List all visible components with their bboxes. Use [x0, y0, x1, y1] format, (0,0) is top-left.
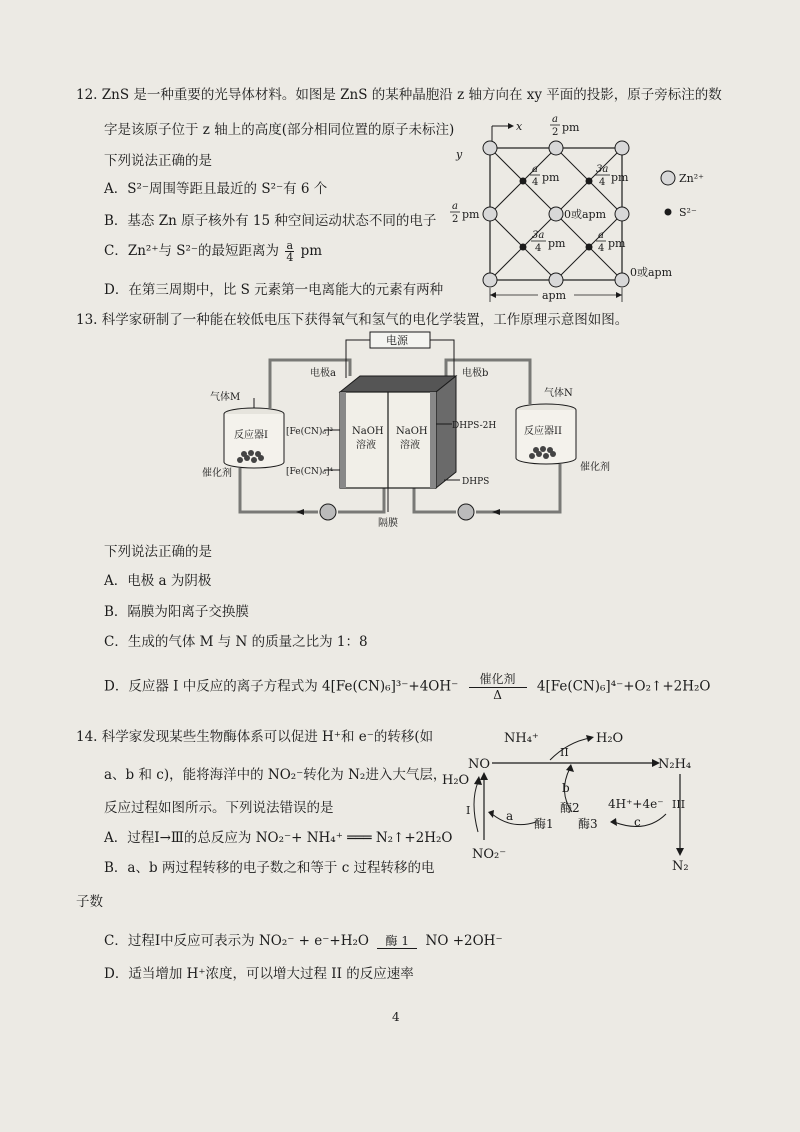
dhps-label: DHPS	[462, 477, 490, 487]
svg-text:4: 4	[532, 177, 539, 188]
right-solution-label: 溶液	[400, 440, 420, 451]
q13-option-d	[104, 672, 710, 702]
q14-option-d: D．适当增加 H⁺浓度，可以增大过程 II 的反应速率	[104, 966, 414, 982]
power-label: 电源	[386, 334, 408, 347]
q12-option-b: B．基态 Zn 原子核外有 15 种空间运动状态不同的电子	[104, 213, 437, 229]
step-2-label: II	[560, 746, 569, 759]
gas-n-label: 气体N	[544, 388, 573, 399]
corner-height-label: 0或apm	[630, 266, 673, 279]
n2-label: N₂	[672, 859, 689, 872]
legend-zn-symbol	[661, 171, 675, 185]
svg-text:pm: pm	[562, 121, 580, 134]
q12-option-c-text: C．Zn²⁺与 S²⁻的最短距离为	[104, 243, 280, 259]
svg-text:4: 4	[599, 177, 606, 188]
svg-text:pm: pm	[608, 237, 626, 250]
q13-stem: 13. 科学家研制了一种能在较低电压下获得氧气和氢气的电化学装置，工作原理示意图如图。	[76, 312, 629, 328]
q13-option-b: B．隔膜为阳离子交换膜	[104, 604, 249, 620]
left-solution-label: 溶液	[356, 440, 376, 451]
q13-option-c: C．生成的气体 M 与 N 的质量之比为 1：8	[104, 634, 368, 650]
enzyme-1-label: 酶1	[534, 817, 554, 831]
electrochemical-device-figure	[200, 330, 620, 530]
catalyst-right-label: 催化剂	[580, 462, 610, 473]
membrane-label: 隔膜	[378, 518, 398, 529]
svg-text:3a: 3a	[532, 230, 545, 241]
svg-text:pm: pm	[611, 171, 629, 184]
q13-option-a: A．电极 a 为阴极	[104, 573, 212, 589]
svg-text:pm: pm	[542, 171, 560, 184]
q14-option-c-products: NO +2OH⁻	[425, 933, 503, 949]
left-height-label	[450, 201, 480, 225]
step-3-label: III	[672, 798, 686, 811]
q12-stem-line2: 字是该原子位于 z 轴上的高度(部分相同位置的原子未标注)	[104, 122, 455, 138]
legend-s-symbol	[665, 209, 672, 216]
q14-option-b-line1: B．a、b 两过程转移的电子数之和等于 c 过程转移的电	[104, 860, 435, 876]
q12-option-d: D．在第三周期中，比 S 元素第一电离能大的元素有两种	[104, 282, 444, 298]
y-axis-label: y	[456, 148, 463, 161]
no-label: NO	[468, 757, 491, 772]
nh4-label: NH₄⁺	[504, 731, 539, 746]
q13-option-d-condition-arrow: 催化剂 Δ	[469, 672, 527, 702]
reactor-1-label: 反应器I	[234, 430, 268, 441]
q12-question: 下列说法正确的是	[104, 153, 212, 169]
right-naoh-label: NaOH	[396, 426, 428, 437]
electrode-b-label: 电极b	[462, 368, 489, 379]
svg-text:2: 2	[552, 127, 559, 138]
center-height-label: 0或apm	[564, 208, 607, 221]
step-1-label: I	[466, 804, 471, 817]
b-label: b	[562, 781, 570, 795]
fe-cn-3-label: [Fe(CN)₆]³⁻	[286, 427, 338, 437]
gas-m-label: 气体M	[210, 392, 241, 403]
q14-option-c	[104, 932, 503, 950]
n2h4-label: N₂H₄	[658, 757, 692, 772]
svg-text:a: a	[452, 201, 458, 212]
q14-stem-line1: 14. 科学家发现某些生物酶体系可以促进 H⁺和 e⁻的转移(如	[76, 729, 434, 745]
legend-s-label: S²⁻	[679, 206, 697, 219]
q12-option-c	[104, 240, 322, 263]
q12-option-c-unit: pm	[300, 243, 323, 259]
h2o-left-label: H₂O	[442, 773, 470, 788]
svg-text:4: 4	[598, 243, 605, 254]
q13-option-d-reactants: D．反应器 I 中反应的离子方程式为 4[Fe(CN)₆]³⁻+4OH⁻	[104, 678, 459, 695]
a-label: a	[506, 809, 514, 823]
svg-text:a: a	[552, 114, 558, 125]
fe-cn-4-label: [Fe(CN)₆]⁴⁻	[286, 467, 338, 477]
x-axis-label: x	[516, 120, 523, 133]
c-label: c	[634, 815, 641, 829]
q12-option-c-fraction: $\frac{a}{4}$	[286, 239, 294, 264]
catalyst-left-label: 催化剂	[202, 468, 232, 479]
no2-label: NO₂⁻	[472, 847, 507, 862]
reactor-2-label: 反应器II	[524, 426, 562, 437]
q14-stem-line2: a、b 和 c)，能将海洋中的 NO₂⁻转化为 N₂进入大气层，	[104, 767, 447, 783]
top-height-label	[550, 114, 580, 138]
legend-zn-label: Zn²⁺	[679, 172, 704, 185]
svg-text:a: a	[532, 164, 538, 175]
h-plus-electrons-label: 4H⁺+4e⁻	[608, 797, 664, 811]
s2-height-label	[595, 164, 629, 188]
cell-edge-label: apm	[542, 289, 567, 302]
left-naoh-label: NaOH	[352, 426, 384, 437]
enzyme-pathway-figure	[440, 722, 700, 872]
q13-option-d-products: 4[Fe(CN)₆]⁴⁻+O₂↑+2H₂O	[536, 678, 711, 695]
q14-stem-line3: 反应过程如图所示。下列说法错误的是	[104, 800, 334, 816]
svg-text:2: 2	[452, 214, 459, 225]
h2o-top-label: H₂O	[596, 731, 624, 746]
q14-option-c-condition-arrow: 酶 1	[377, 935, 417, 949]
s3-height-label	[531, 230, 566, 254]
svg-text:pm: pm	[462, 208, 480, 221]
q14-option-b-line2: 子数	[76, 894, 103, 910]
s1-height-label	[530, 164, 560, 188]
q13-question: 下列说法正确的是	[104, 544, 212, 560]
q14-option-c-reactants: C．过程Ⅰ中反应可表示为 NO₂⁻ + e⁻+H₂O	[104, 933, 369, 949]
svg-text:4: 4	[535, 243, 542, 254]
q12-stem-line1: 12. ZnS 是一种重要的光导体材料。如图是 ZnS 的某种晶胞沿 z 轴方向在 xy 平面的投影，原子旁标注的数	[76, 87, 722, 103]
svg-text:pm: pm	[548, 237, 566, 250]
svg-text:3a: 3a	[596, 164, 609, 175]
dhps-2h-label: DHPS-2H	[452, 421, 497, 431]
enzyme-2-label: 酶2	[560, 801, 580, 815]
q12-option-a: A．S²⁻周围等距且最近的 S²⁻有 6 个	[104, 181, 328, 197]
page-number: 4	[392, 1010, 400, 1024]
pump-left	[320, 504, 336, 520]
svg-text:a: a	[598, 230, 604, 241]
zns-cell-projection	[448, 108, 708, 308]
enzyme-3-label: 酶3	[578, 817, 598, 831]
electrode-a-label: 电极a	[310, 368, 336, 379]
pump-right	[458, 504, 474, 520]
q14-option-a: A．过程Ⅰ→Ⅲ的总反应为 NO₂⁻+ NH₄⁺ ═══ N₂↑+2H₂O	[104, 830, 453, 846]
